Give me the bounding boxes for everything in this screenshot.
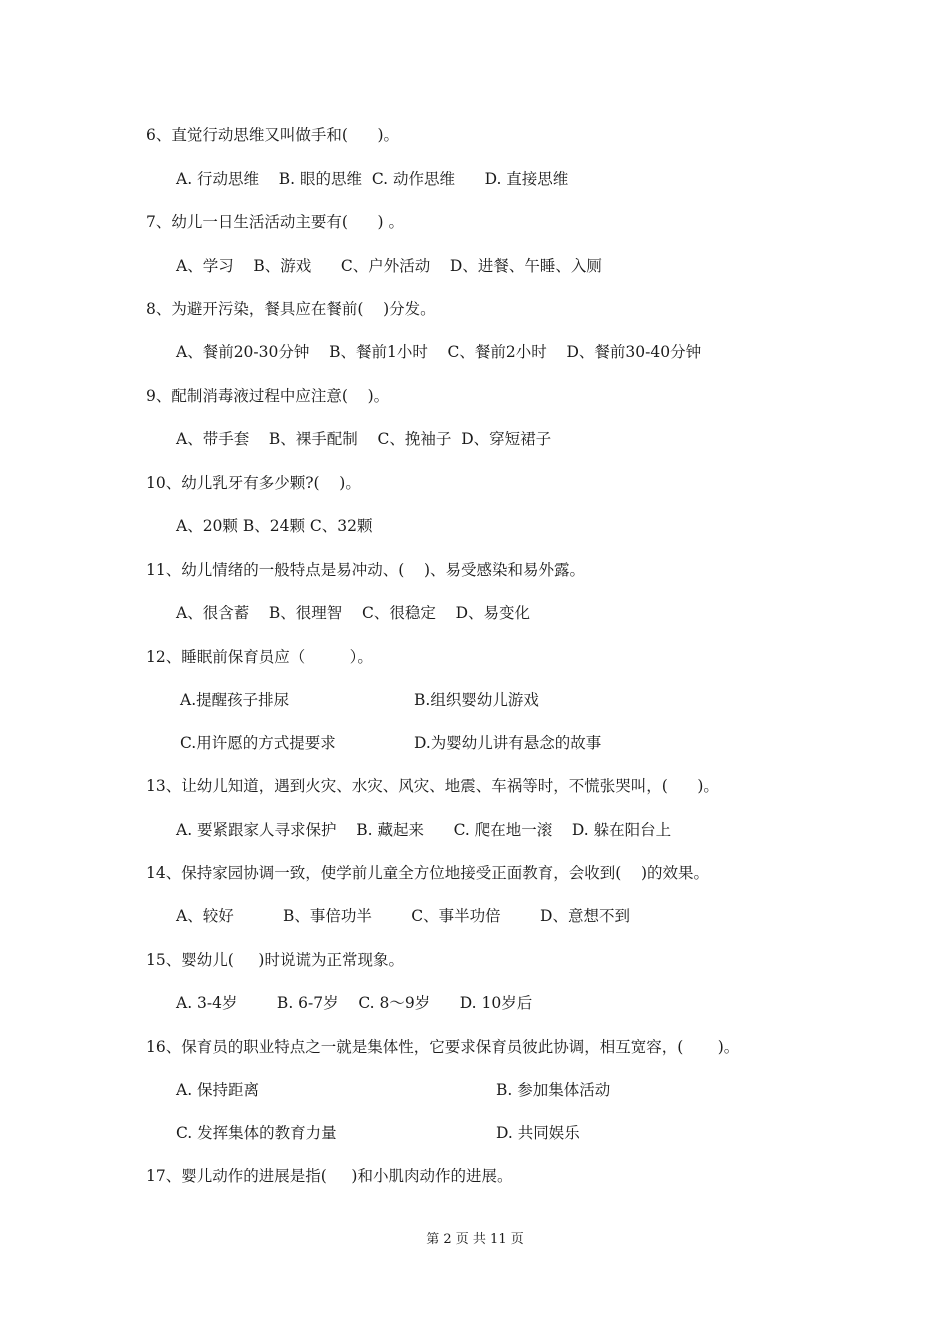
question-options: A、学习 B、游戏 C、户外活动 D、进餐、午睡、入厕 xyxy=(176,257,602,275)
option-d: D. 共同娱乐 xyxy=(496,1124,580,1142)
option-b: B. 参加集体活动 xyxy=(496,1081,611,1099)
question-options: A. 行动思维 B. 眼的思维 C. 动作思维 D. 直接思维 xyxy=(176,170,569,188)
question-stem: 7、幼儿一日生活活动主要有( ) 。 xyxy=(146,213,404,231)
question-stem: 8、为避开污染，餐具应在餐前( )分发。 xyxy=(146,300,436,318)
question-options: A. 3-4岁 B. 6-7岁 C. 8～9岁 D. 10岁后 xyxy=(176,994,533,1012)
question-stem: 9、配制消毒液过程中应注意( )。 xyxy=(146,387,390,405)
question-stem: 11、幼儿情绪的一般特点是易冲动、( )、易受感染和易外露。 xyxy=(146,561,586,579)
option-a: A.提醒孩子排尿 xyxy=(180,691,290,709)
question-stem: 12、睡眠前保育员应（ ）。 xyxy=(146,648,373,666)
option-b: B.组织婴幼儿游戏 xyxy=(414,691,539,709)
option-d: D.为婴幼儿讲有悬念的故事 xyxy=(414,734,602,752)
option-c: C.用许愿的方式提要求 xyxy=(180,734,336,752)
question-stem: 6、直觉行动思维又叫做手和( )。 xyxy=(146,126,400,144)
question-options: A、很含蓄 B、很理智 C、很稳定 D、易变化 xyxy=(176,604,530,622)
question-options: A、带手套 B、裸手配制 C、挽袖子 D、穿短裙子 xyxy=(176,430,552,448)
question-options: A、较好 B、事倍功半 C、事半功倍 D、意想不到 xyxy=(176,907,630,925)
question-stem: 17、婴儿动作的进展是指( )和小肌肉动作的进展。 xyxy=(146,1167,513,1185)
page-footer: 第 2 页 共 11 页 xyxy=(426,1232,524,1247)
option-c: C. 发挥集体的教育力量 xyxy=(176,1124,337,1142)
question-stem: 13、让幼儿知道，遇到火灾、水灾、风灾、地震、车祸等时，不慌张哭叫，( )。 xyxy=(146,777,719,795)
question-stem: 10、幼儿乳牙有多少颗?( )。 xyxy=(146,474,361,492)
question-options: A、20颗 B、24颗 C、32颗 xyxy=(176,517,373,535)
question-stem: 15、婴幼儿( )时说谎为正常现象。 xyxy=(146,951,404,969)
option-a: A. 保持距离 xyxy=(176,1081,260,1099)
question-stem: 14、保持家园协调一致，使学前儿童全方位地接受正面教育，会收到( )的效果。 xyxy=(146,864,710,882)
question-stem: 16、保育员的职业特点之一就是集体性，它要求保育员彼此协调，相互宽容，( )。 xyxy=(146,1038,740,1056)
question-options: A、餐前20-30分钟 B、餐前1小时 C、餐前2小时 D、餐前30-40分钟 xyxy=(176,343,702,361)
question-options: A. 要紧跟家人寻求保护 B. 藏起来 C. 爬在地一滚 D. 躲在阳台上 xyxy=(176,821,672,839)
